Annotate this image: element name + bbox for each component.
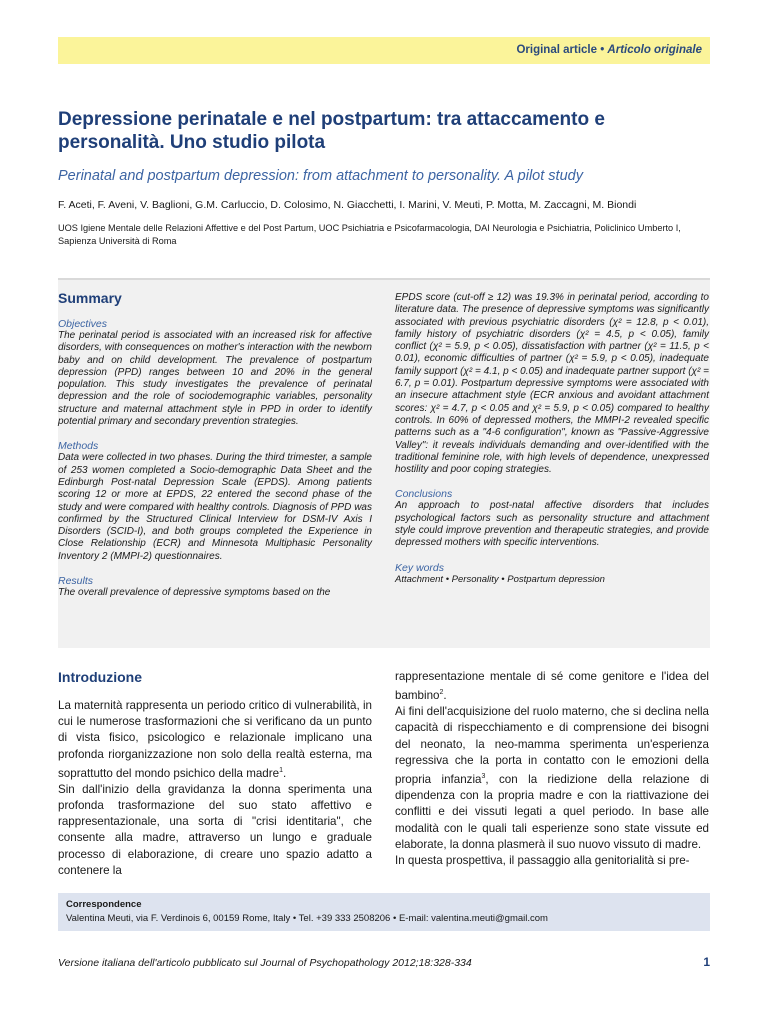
summary-right-column — [395, 292, 709, 586]
intro-paragraph-1: La maternità rappresenta un periodo critico di vulnerabilità, in cui le numerose trasformazioni che si verificano da un punto di vista fisico, psicologico e relazionale implicano una profonda riorganizzazione non solo della realtà esterna, ma soprattutto del mondo psichico della madre$^1$. — [58, 699, 372, 780]
intro-right-column — [395, 669, 709, 869]
correspondence-box — [58, 893, 710, 931]
page-title: Depressione perinatale e nel postpartum: tra attaccamento e personalità. Uno studio pilota — [58, 109, 605, 153]
conclusions-heading: Conclusions — [395, 488, 453, 501]
keywords-heading: Key words — [395, 561, 445, 574]
conclusions-text: An approach to post-natal affective disorders that includes psychological factors such as personality structure and attachment style could improve prevention and therapeutic strategies, and provide depressed mothers with specific interventions. — [395, 500, 709, 549]
footer-citation: Versione italiana dell'articolo pubblicato sul Journal of Psychopathology 2012;18:328-334 — [58, 957, 472, 969]
intro-paragraph-5: In questa prospettiva, il passaggio alla genitorialità si pre- — [395, 853, 690, 867]
intro-paragraph-2: Sin dall'inizio della gravidanza la donna sperimenta una profonda trasformazione del suo stato affettivo e rappresentazionale, una sorta di "crisi identitaria", che consente alla madre, attraverso un lungo e graduale processo di elaborazione, di creare uno spazio adatto a contenere la — [58, 782, 372, 877]
page-subtitle: Perinatal and postpartum depression: from attachment to personality. A pilot study — [58, 168, 583, 184]
header-band — [58, 37, 710, 64]
methods-text: Data were collected in two phases. During the third trimester, a sample of 253 women completed a Socio-demographic Data Sheet and the Edinburgh Post-natal Depression Scale (EPDS). Among patients scoring 12 or more at EPDS, 22 entered the second phase of the study and were compared with healthy controls. Diagnosis of PPD was confirmed by the Structured Clinical Interview for DSM-IV Axis I Disorders (SCID-I), and both groups completed the Experience in Close Relationship (ECR) and Minnesota Multiphasic Personality Inventory 2 (MMPI-2) questionnaires. — [58, 452, 372, 562]
keywords-text: Attachment • Personality • Postpartum depression — [395, 573, 605, 585]
objectives-heading: Objectives — [58, 318, 108, 330]
correspondence-label: Correspondence — [66, 899, 142, 910]
results-text-left: The overall prevalence of depressive symptoms based on the — [58, 587, 331, 599]
summary-left-column — [58, 318, 372, 599]
intro-left-column — [58, 698, 372, 879]
objectives-text: The perinatal period is associated with an increased risk for affective disorders, with consequences on mother's interaction with the newborn baby and on child development. The prevalence of postpartum depression (PPD) ranges between 10 and 20% in the general population. This study investigates the prevalence of perinatal depression and the role of sociodemographic variables, personality structure and maternal attachment style in PPD in order to identify potential primary and secondary prevention strategies. — [58, 330, 372, 428]
intro-heading: Introduzione — [58, 669, 142, 685]
intro-paragraph-3: rappresentazione mentale di sé come genitore e l'idea del bambino$^2$. — [395, 670, 709, 703]
results-heading: Results — [58, 575, 94, 588]
methods-heading: Methods — [58, 440, 99, 453]
affiliation: UOS Igiene Mentale delle Relazioni Affettive e del Post Partum, UOC Psichiatria e Psicofarmacologia, DAI Neurologia e Psichiatria, Policlinico Umberto I, Sapienza Università di Roma — [58, 223, 681, 246]
results-text-right: EPDS score (cut-off ≥ 12) was 19.3% in perinatal period, according to literature data. The presence of depressive symptoms was significantly associated with previous psychiatric disorders (χ² = 12.8, p < 0.01), family history of psychiatric disorders (χ² = 4.5, p < 0.05), family conflict (χ² = 5.9, p < 0.05), dissatisfaction with partner (χ² = 11.5, p < 0.01), economic difficulties of partner (χ² = 5.9, p < 0.05), inadequate family support (χ² = 4.1, p < 0.05) and inadequate partner support (χ² = 6.7, p = 0.01). Postpartum depressive symptoms were associated with an insecure attachment style (ECR anxious and avoidant attachment scores: χ² = 4.7, p < 0.05 and χ² = 5.9, p < 0.05) compared to healthy controls. In 60% of depressed mothers, the MMPI-2 revealed specific patterns such as a "4-6 configuration", known as "Passive-Aggressive Valley": it reveals individuals demanding and over-identified with the traditional feminine role, with high levels of dependence, unexpressed hostility and poor coping strategies. — [395, 292, 709, 476]
intro-paragraph-4: Ai fini dell'acquisizione del ruolo materno, che si declina nella capacità di rispecchiamento e di comprensione dei bisogni del neonato, la neo-mamma sperimenta un'esperienza regressiva che la porta in contatto con le emozioni della propria infanzia$^3$, con la riedizione della relazione di dipendenza con la propria madre e con la riattivazione dei conflitti e dei vissuti legati a quel periodo. In base alle modalità con le quali tali esperienze sono state vissute ed elaborate, la donna plasmerà il suo nuovo vissuto di madre. — [395, 705, 709, 851]
correspondence-text: Valentina Meuti, via F. Verdinois 6, 00159 Rome, Italy • Tel. +39 333 2508206 • E-mail: valentina.meuti@gmail.com — [66, 913, 548, 924]
page-number: 1 — [703, 955, 710, 969]
article-type-label: Original article • Articolo originale — [516, 44, 702, 56]
authors: F. Aceti, F. Aveni, V. Baglioni, G.M. Carluccio, D. Colosimo, N. Giacchetti, I. Marini, V. Meuti, P. Motta, M. Zaccagni, M. Biondi — [58, 199, 637, 211]
summary-heading: Summary — [58, 290, 122, 306]
